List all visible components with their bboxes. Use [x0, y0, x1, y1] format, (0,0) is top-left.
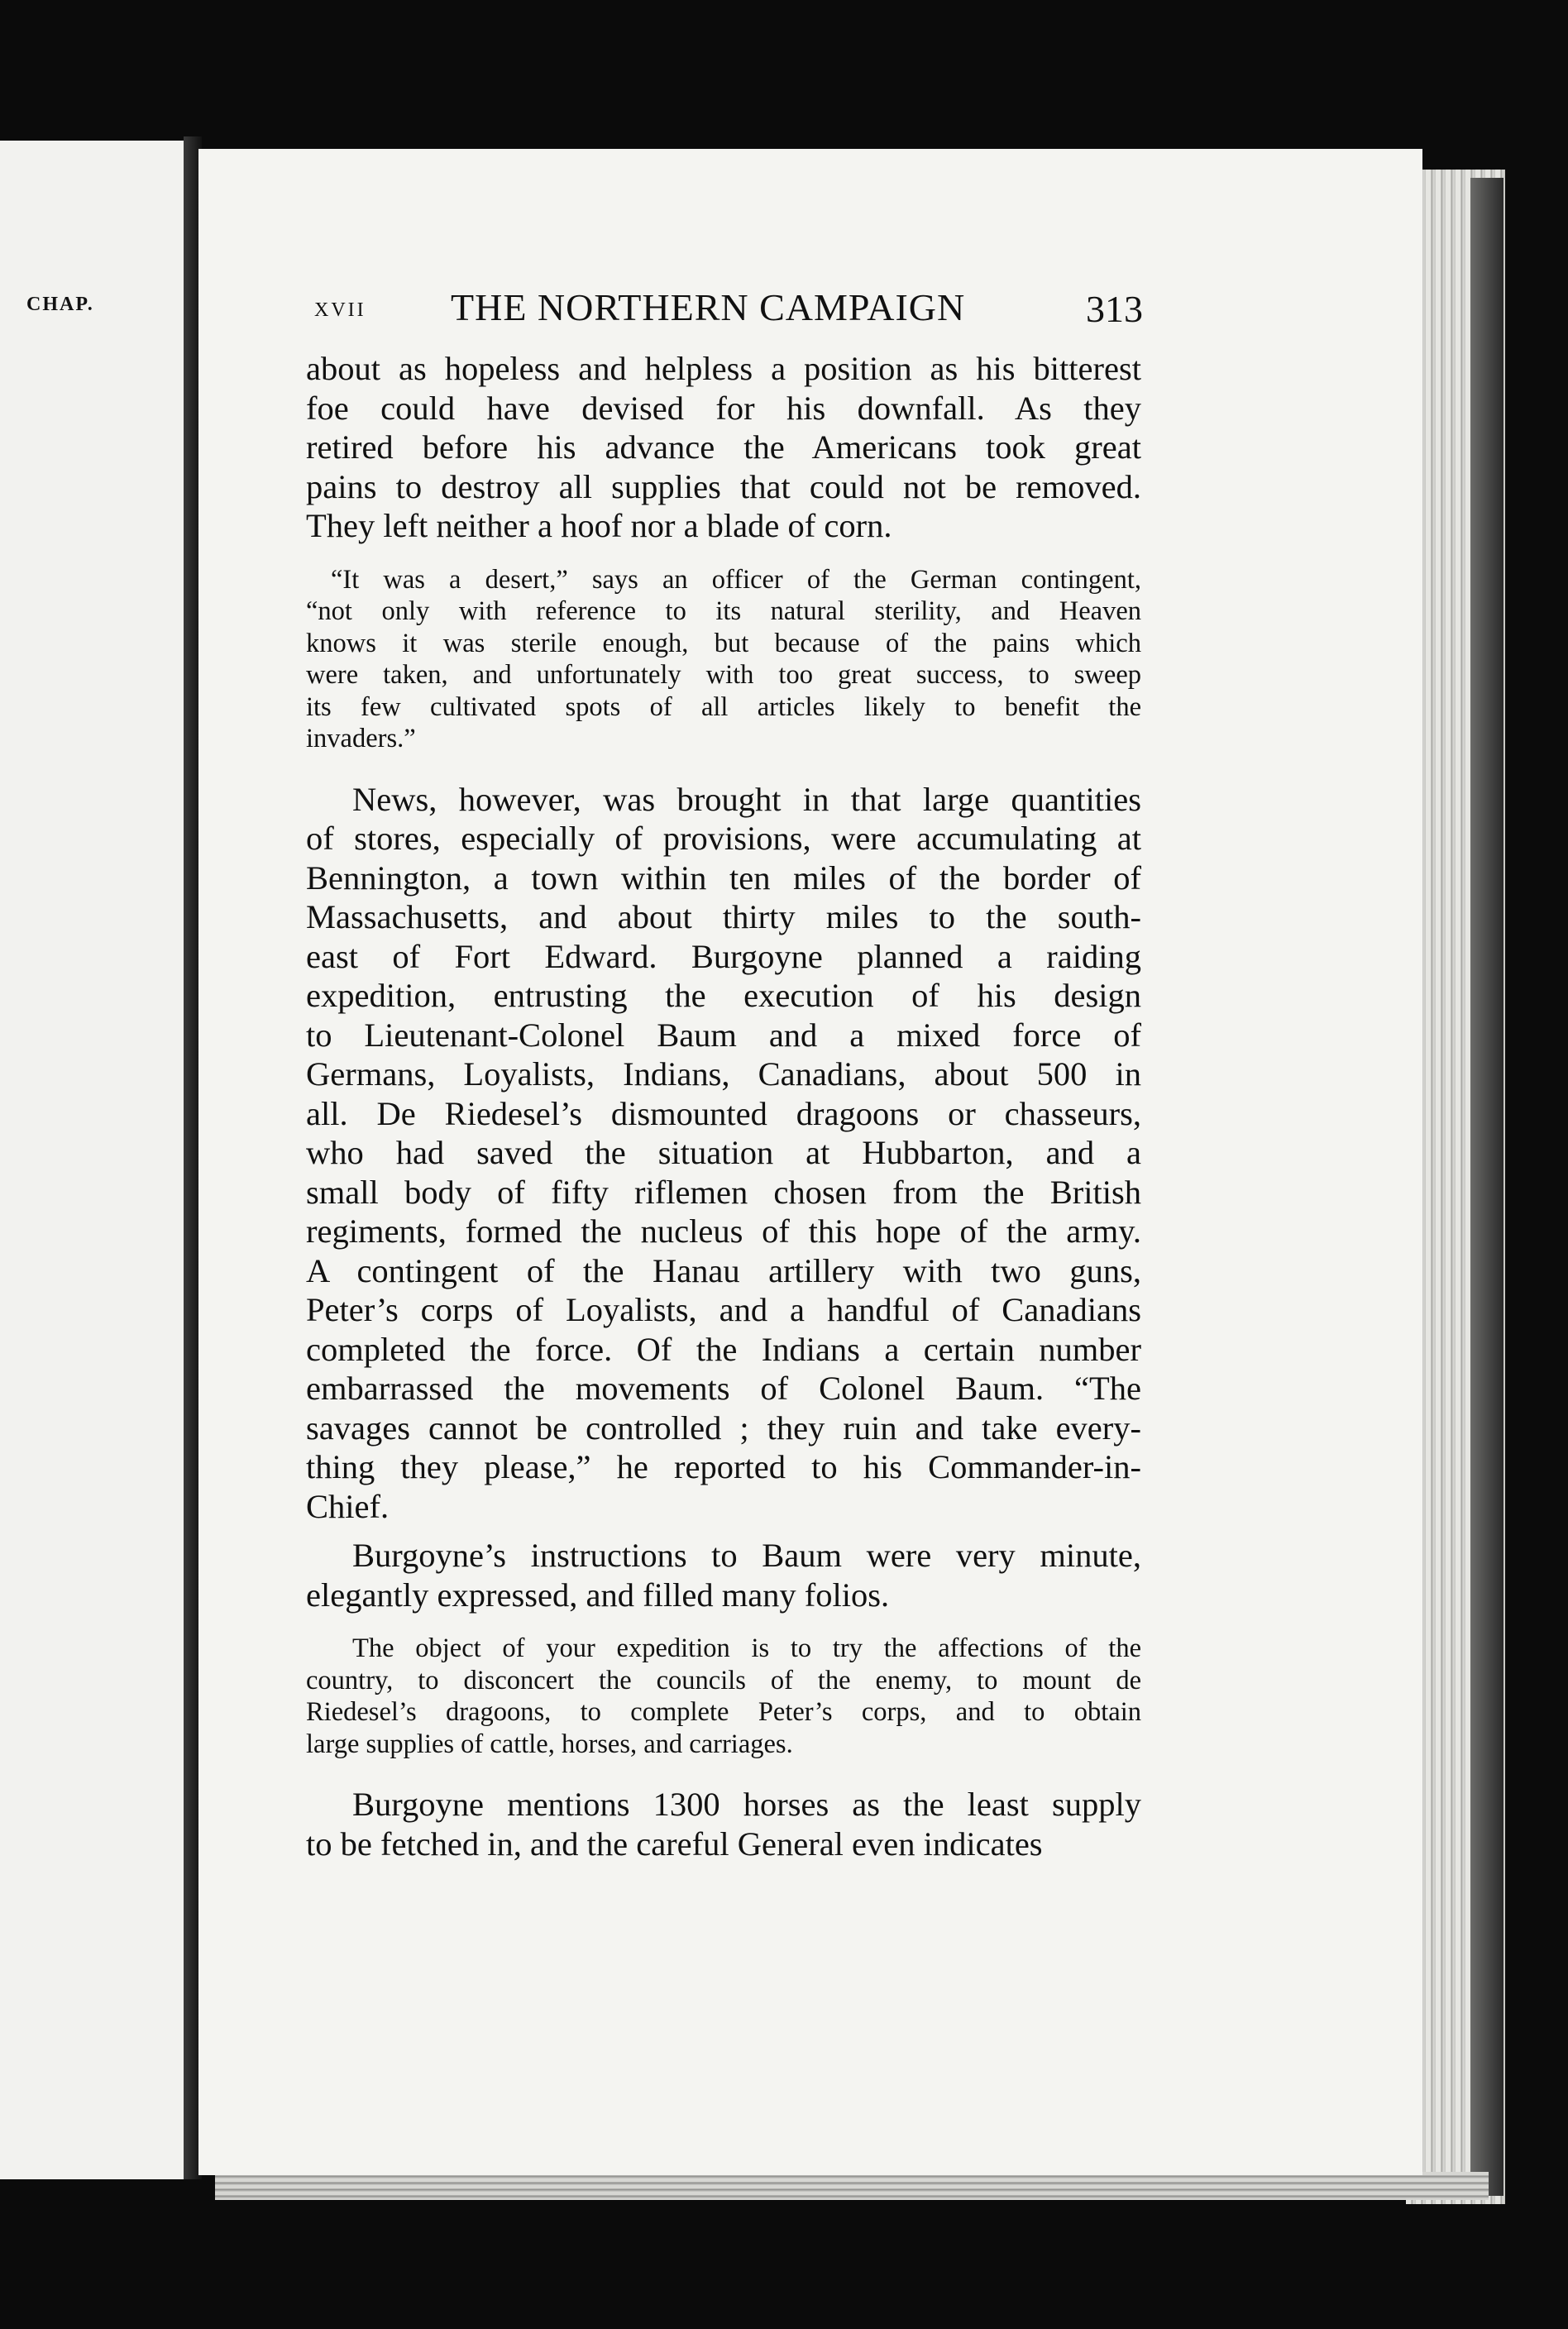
quotation-2: [306, 1633, 1141, 1760]
text-line: to be fetched in, and the careful General even indicates: [306, 1824, 1043, 1863]
text-line: “not only with reference to its natural sterility, and Heaven: [306, 596, 1141, 626]
text-line: foe could have devised for his downfall. As they: [306, 389, 1141, 427]
text-line: Burgoyne mentions 1300 horses as the least supply: [352, 1786, 1141, 1823]
text-line: completed the force. Of the Indians a certain number: [306, 1330, 1141, 1368]
text-line: They left neither a hoof nor a blade of corn.: [306, 507, 892, 544]
text-line: east of Fort Edward. Burgoyne planned a raiding: [306, 937, 1141, 975]
text-line: knows it was sterile enough, but because of the pains which: [306, 628, 1141, 658]
text-line: small body of fifty riflemen chosen from the British: [306, 1173, 1141, 1211]
text-line: savages cannot be controlled ; they ruin and take every-: [306, 1408, 1141, 1447]
text-line: Burgoyne’s instructions to Baum were very minute,: [352, 1537, 1141, 1574]
text-line: regiments, formed the nucleus of this hope of the army.: [306, 1212, 1141, 1250]
text-line: to Lieutenant-Colonel Baum and a mixed force of: [306, 1016, 1141, 1054]
book-cover-edge: [1470, 178, 1503, 2196]
text-line: its few cultivated spots of all articles likely to benefit the: [306, 691, 1141, 722]
quotation-1: [306, 564, 1141, 755]
text-line: Bennington, a town within ten miles of the border of: [306, 858, 1141, 897]
previous-page: [0, 141, 189, 2179]
text-line: Massachusetts, and about thirty miles to the south-: [306, 898, 1141, 935]
paragraph-3: [306, 1536, 1141, 1614]
paragraph-1: [306, 349, 1141, 546]
text-line: thing they please,” he reported to his Commander-in-: [306, 1448, 1141, 1485]
bottom-page-edges: [215, 2172, 1489, 2200]
page-body: [306, 349, 1141, 1863]
page-number: 313: [1086, 288, 1143, 330]
chapter-title: THE NORTHERN CAMPAIGN: [451, 286, 966, 328]
text-line: The object of your expedition is to try the affections of the: [352, 1633, 1141, 1663]
text-line: “It was a desert,” says an officer of the German contingent,: [331, 564, 1141, 595]
text-line: Germans, Loyalists, Indians, Canadians, about 500 in: [306, 1055, 1141, 1093]
chapter-number: XVII: [314, 299, 366, 321]
text-line: Chief.: [306, 1487, 390, 1525]
text-line: embarrassed the movements of Colonel Baum. “The: [306, 1370, 1141, 1407]
running-head: [314, 285, 1141, 335]
text-line: expedition, entrusting the execution of his design: [306, 977, 1141, 1014]
text-line: of stores, especially of provisions, were accumulating at: [306, 820, 1141, 857]
text-line: pains to destroy all supplies that could not be removed.: [306, 467, 1141, 505]
paragraph-4: [306, 1785, 1141, 1863]
text-line: Peter’s corps of Loyalists, and a handful of Canadians: [306, 1291, 1141, 1328]
text-line: elegantly expressed, and filled many folios.: [306, 1576, 890, 1614]
text-line: invaders.”: [306, 724, 416, 753]
text-line: A contingent of the Hanau artillery with two guns,: [306, 1251, 1141, 1289]
text-line: large supplies of cattle, horses, and carriages.: [306, 1729, 793, 1759]
text-line: retired before his advance the Americans took great: [306, 428, 1141, 466]
text-line: News, however, was brought in that large quantities: [352, 780, 1141, 818]
text-line: who had saved the situation at Hubbarton, and a: [306, 1134, 1141, 1171]
text-line: were taken, and unfortunately with too great success, to sweep: [306, 660, 1141, 690]
text-line: all. De Riedesel’s dismounted dragoons or chasseurs,: [306, 1094, 1141, 1132]
paragraph-2: [306, 780, 1141, 1527]
left-running-head: CHAP.: [26, 294, 94, 315]
text-line: about as hopeless and helpless a position as his bitterest: [306, 350, 1141, 387]
text-line: country, to disconcert the councils of the enemy, to mount de: [306, 1665, 1141, 1695]
text-line: Riedesel’s dragoons, to complete Peter’s corps, and to obtain: [306, 1697, 1141, 1727]
